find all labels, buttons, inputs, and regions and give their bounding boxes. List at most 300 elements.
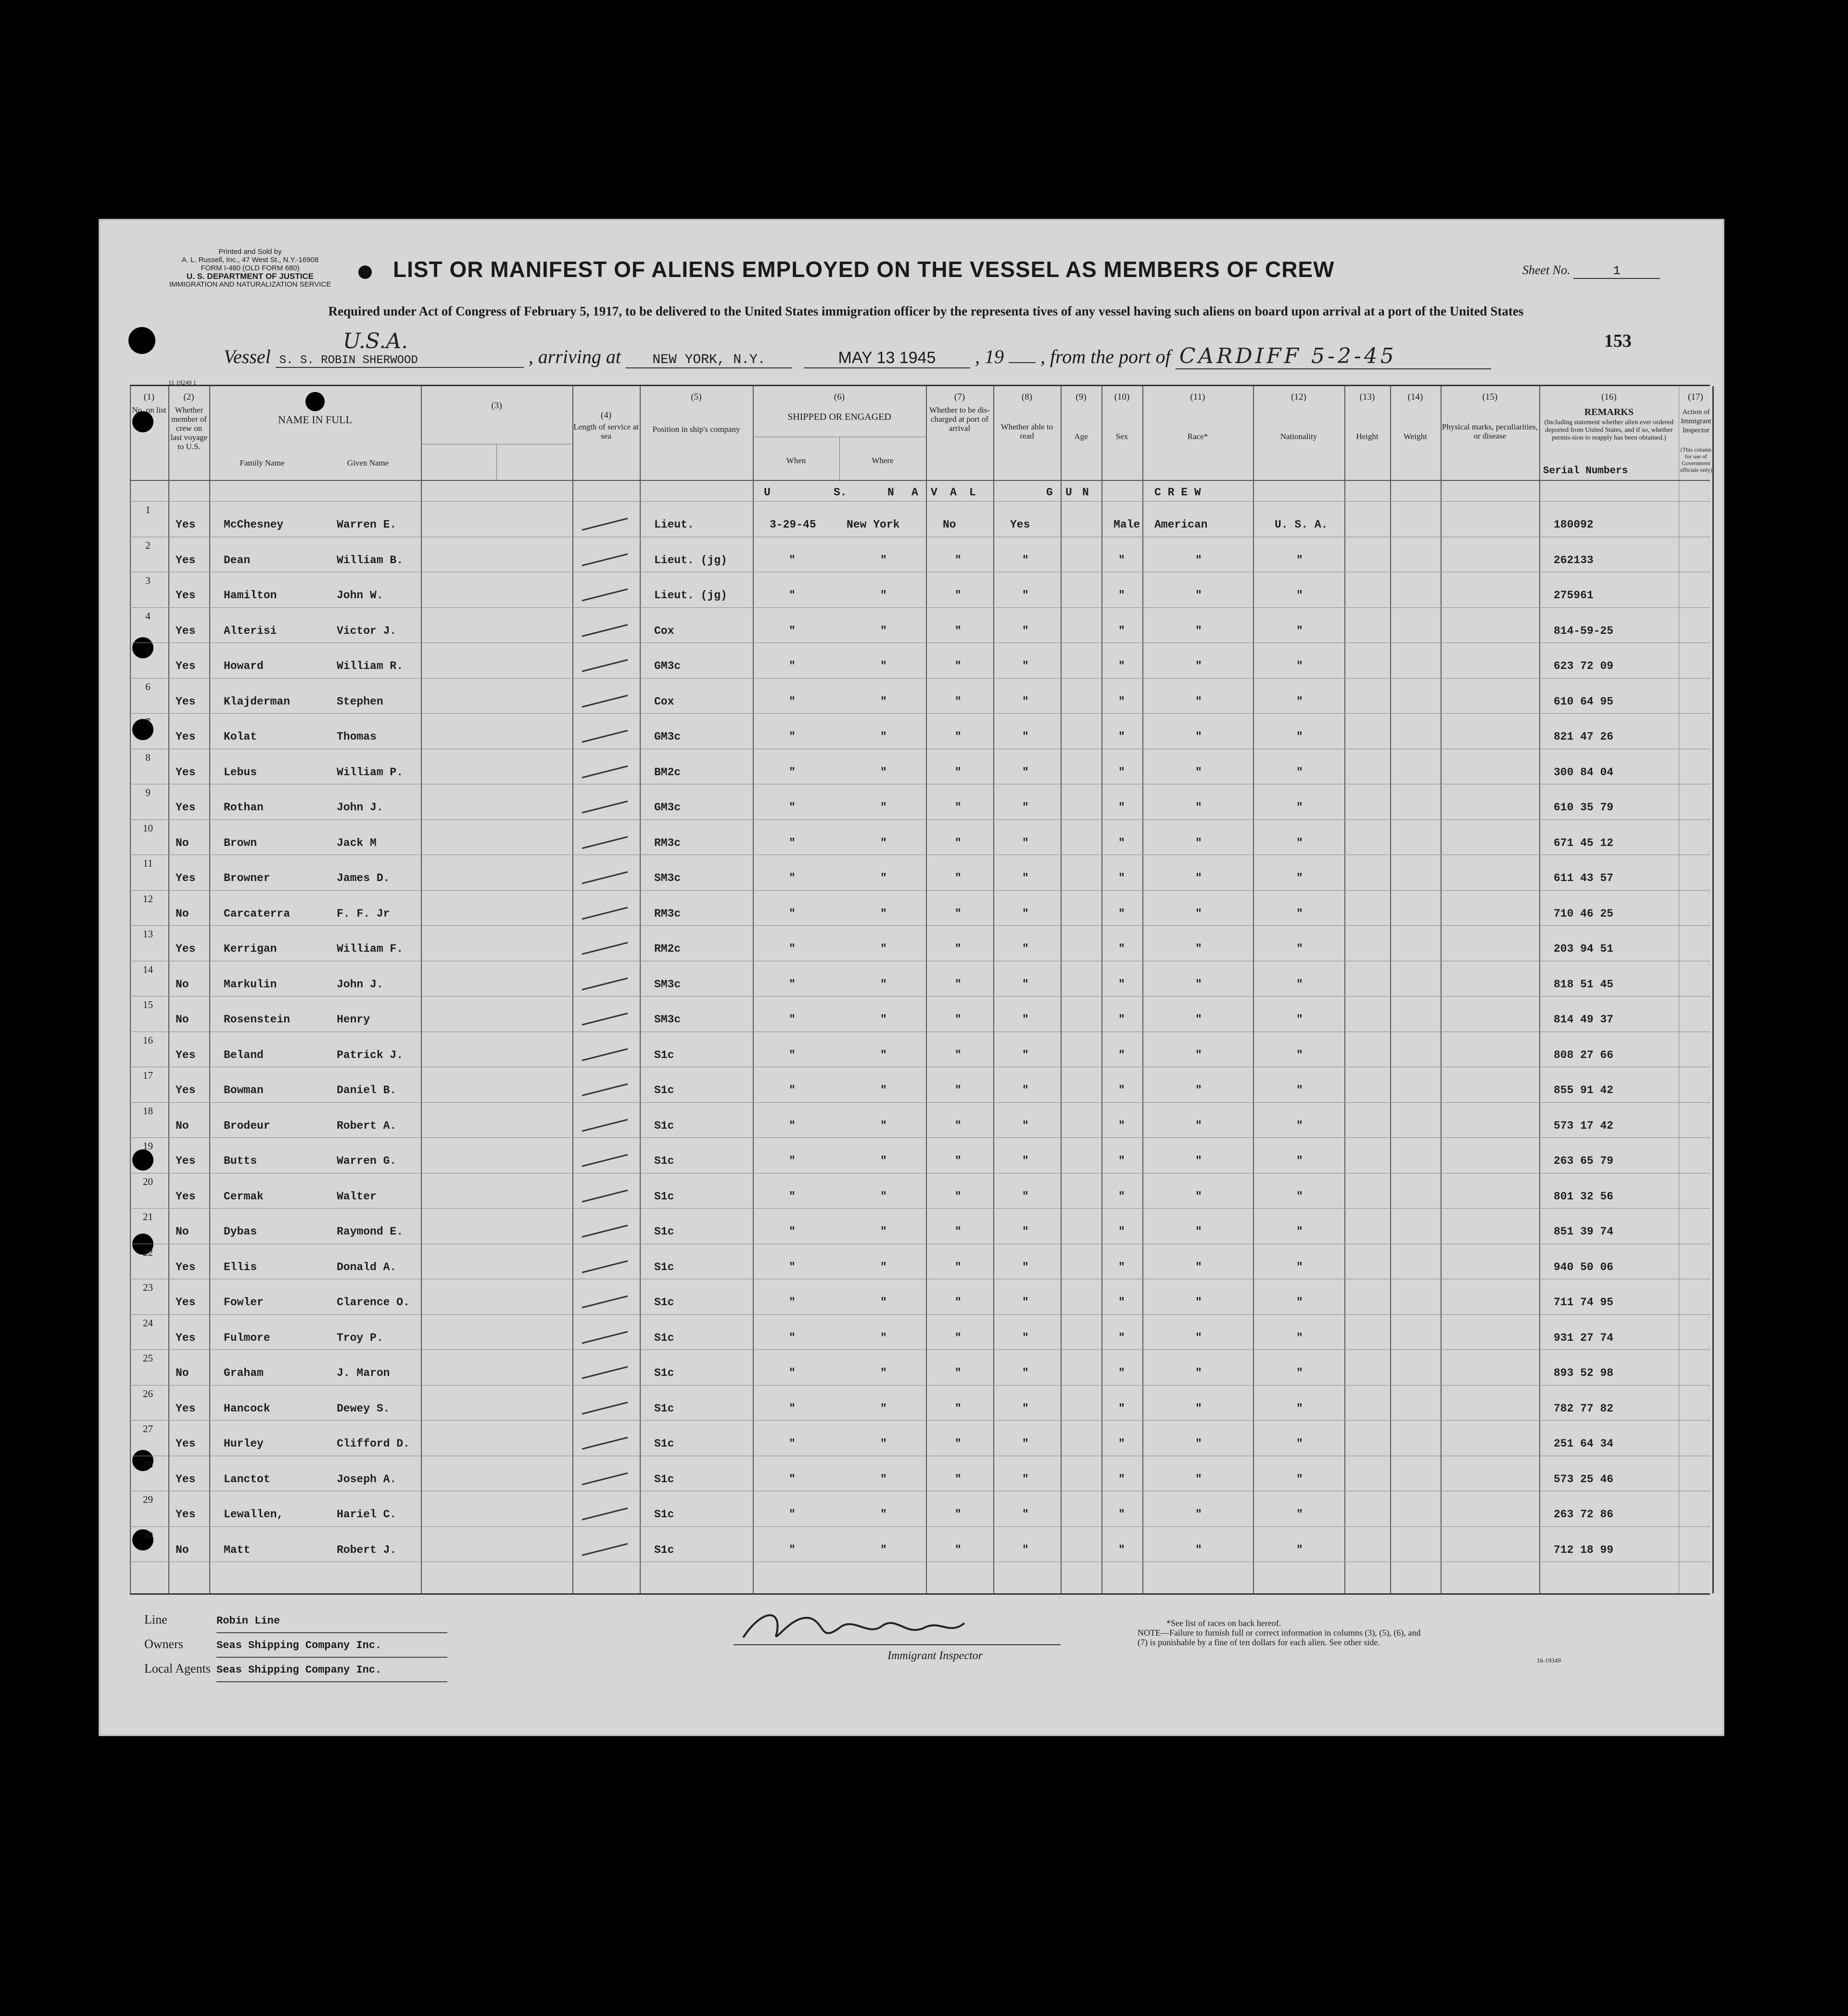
ditto-mark-discharged: " xyxy=(955,554,962,567)
family-name-cell: Brown xyxy=(224,836,257,849)
crew-manifest-table xyxy=(130,385,1710,1595)
ditto-mark-sex: " xyxy=(1118,589,1125,602)
ditto-mark-read: " xyxy=(1022,1190,1029,1203)
form-number: FORM I-480 (OLD FORM 680) xyxy=(201,264,300,272)
header-weight: Weight xyxy=(1404,432,1427,441)
previous-voyage-cell: Yes xyxy=(176,1048,196,1061)
pencil-tick-icon xyxy=(580,1363,633,1382)
ditto-mark-read: " xyxy=(1022,1225,1029,1238)
ditto-mark-sex: " xyxy=(1118,1508,1125,1521)
ditto-mark-when: " xyxy=(789,1402,796,1415)
ditto-mark-read: " xyxy=(1022,1367,1029,1379)
position-cell: SM3c xyxy=(654,1013,681,1026)
row-number: 9 xyxy=(145,787,151,798)
serial-number-cell: 610 64 95 xyxy=(1554,695,1614,708)
ditto-mark-race: " xyxy=(1195,1437,1202,1450)
serial-number-cell: 711 74 95 xyxy=(1554,1296,1614,1309)
family-name-cell: Butts xyxy=(224,1155,257,1167)
row-number: 3 xyxy=(145,575,151,586)
ditto-mark-race: " xyxy=(1195,1084,1202,1096)
ditto-mark-discharged: " xyxy=(955,589,962,602)
position-cell: GM3c xyxy=(654,801,681,814)
ditto-mark-where: " xyxy=(880,1402,887,1415)
inspector-signature xyxy=(724,1604,1070,1657)
ditto-mark-race: " xyxy=(1195,1402,1202,1415)
family-name-cell: Lewallen, xyxy=(224,1508,284,1521)
ditto-mark-when: " xyxy=(789,731,796,743)
row-number: 24 xyxy=(143,1317,153,1329)
header-length-of-service: Length of service at sea xyxy=(573,422,639,441)
ditto-mark-where: " xyxy=(880,589,887,602)
serial-number-cell: 263 72 86 xyxy=(1554,1508,1614,1521)
ditto-mark-where: " xyxy=(880,836,887,849)
row-number: 28 xyxy=(143,1458,153,1470)
ditto-mark-where: " xyxy=(880,872,887,884)
ditto-mark-discharged: " xyxy=(955,1225,962,1238)
family-name-cell: Browner xyxy=(224,872,270,884)
line-label: Line xyxy=(144,1613,167,1626)
ditto-mark-race: " xyxy=(1195,1296,1202,1309)
family-name-cell: Lebus xyxy=(224,766,257,779)
ditto-mark-when: " xyxy=(789,1367,796,1379)
previous-voyage-cell: Yes xyxy=(176,801,196,814)
ditto-mark-read: " xyxy=(1022,907,1029,920)
column-number: (7) xyxy=(954,392,965,402)
ditto-mark-sex: " xyxy=(1118,624,1125,637)
position-cell: S1c xyxy=(654,1437,674,1450)
ditto-mark-race: " xyxy=(1195,1331,1202,1344)
column-number: (13) xyxy=(1359,392,1375,402)
section-letter: U xyxy=(764,486,771,499)
position-cell: S1c xyxy=(654,1190,674,1203)
ditto-mark-when: " xyxy=(789,1437,796,1450)
ditto-mark-where: " xyxy=(880,1296,887,1309)
column-number: (3) xyxy=(491,401,502,411)
section-letter: G xyxy=(1046,486,1053,499)
previous-voyage-cell: Yes xyxy=(176,660,196,672)
ditto-mark-nationality: " xyxy=(1296,660,1303,672)
ditto-mark-discharged: " xyxy=(955,801,962,814)
position-cell: S1c xyxy=(654,1048,674,1061)
year-label: , 19 xyxy=(975,346,1004,367)
ditto-mark-when: " xyxy=(789,1013,796,1026)
previous-voyage-cell: No xyxy=(176,907,189,920)
row-number: 21 xyxy=(143,1211,153,1222)
document-title: LIST OR MANIFEST OF ALIENS EMPLOYED ON THE VESSEL AS MEMBERS OF CREW xyxy=(393,257,1335,282)
ditto-mark-when: " xyxy=(789,978,796,991)
row-number: 11 xyxy=(143,857,153,869)
ditto-mark-race: " xyxy=(1195,1543,1202,1556)
previous-voyage-cell: No xyxy=(176,1367,189,1379)
ditto-mark-sex: " xyxy=(1118,1543,1125,1556)
family-name-cell: Lanctot xyxy=(224,1473,270,1486)
ditto-mark-where: " xyxy=(880,1260,887,1273)
ditto-mark-race: " xyxy=(1195,660,1202,672)
serial-number-cell: 262133 xyxy=(1554,554,1594,567)
position-cell: S1c xyxy=(654,1331,674,1344)
section-letter: V xyxy=(931,486,937,499)
position-cell: S1c xyxy=(654,1155,674,1167)
header-given-name: Given Name xyxy=(347,458,389,467)
section-letter: S. xyxy=(834,486,847,499)
family-name-cell: Ellis xyxy=(224,1260,257,1273)
ditto-mark-sex: " xyxy=(1118,1084,1125,1096)
serial-number-cell: 851 39 74 xyxy=(1554,1225,1614,1238)
position-cell: S1c xyxy=(654,1543,674,1556)
serial-number-cell: 573 25 46 xyxy=(1554,1473,1614,1486)
ditto-mark-discharged: " xyxy=(955,1260,962,1273)
pencil-tick-icon xyxy=(580,1222,633,1241)
serial-number-cell: 203 94 51 xyxy=(1554,943,1614,955)
header-position: Position in ship's company xyxy=(652,425,740,434)
column-number: (9) xyxy=(1076,392,1087,402)
ditto-mark-where: " xyxy=(880,1508,887,1521)
position-cell: S1c xyxy=(654,1225,674,1238)
given-name-cell: Donald A. xyxy=(337,1260,397,1273)
family-name-cell: Carcaterra xyxy=(224,907,291,920)
shipped-where-cell: New York xyxy=(847,518,900,531)
ditto-mark-where: " xyxy=(880,1119,887,1132)
position-cell: RM3c xyxy=(654,836,681,849)
serial-number-cell: 300 84 04 xyxy=(1554,766,1614,779)
column-number: (15) xyxy=(1482,392,1498,402)
family-name-cell: Kolat xyxy=(224,731,257,743)
family-name-cell: Bowman xyxy=(224,1084,264,1096)
ditto-mark-sex: " xyxy=(1118,1225,1125,1238)
serial-number-cell: 855 91 42 xyxy=(1554,1084,1614,1096)
serial-number-cell: 814 49 37 xyxy=(1554,1013,1614,1026)
serial-number-cell: 814-59-25 xyxy=(1554,624,1614,637)
footer-shipping-info xyxy=(144,1609,447,1682)
position-cell: SM3c xyxy=(654,978,681,991)
given-name-cell: John W. xyxy=(337,589,383,602)
ditto-mark-when: " xyxy=(789,872,796,884)
arriving-label: , arriving at xyxy=(528,346,621,367)
serial-number-cell: 782 77 82 xyxy=(1554,1402,1614,1415)
ditto-mark-when: " xyxy=(789,943,796,955)
given-name-cell: Robert A. xyxy=(337,1119,397,1132)
ditto-mark-discharged: " xyxy=(955,1119,962,1132)
serial-number-cell: 180092 xyxy=(1554,518,1594,531)
ditto-mark-read: " xyxy=(1022,1508,1029,1521)
ditto-mark-discharged: " xyxy=(955,1543,962,1556)
pencil-tick-icon xyxy=(580,1504,633,1524)
row-number: 14 xyxy=(143,963,153,975)
header-when: When xyxy=(786,456,806,465)
ditto-mark-when: " xyxy=(789,1473,796,1486)
form-code-small: 11 19249 1 xyxy=(168,379,197,386)
family-name-cell: Klajderman xyxy=(224,695,291,708)
ditto-mark-nationality: " xyxy=(1296,1437,1303,1450)
family-name-cell: Graham xyxy=(224,1367,264,1379)
given-name-cell: William B. xyxy=(337,554,404,567)
ditto-mark-read: " xyxy=(1022,589,1029,602)
ditto-mark-nationality: " xyxy=(1296,978,1303,991)
header-family-name: Family Name xyxy=(240,458,285,467)
ditto-mark-race: " xyxy=(1195,1260,1202,1273)
given-name-cell: Hariel C. xyxy=(337,1508,397,1521)
ditto-mark-discharged: " xyxy=(955,1437,962,1450)
ditto-mark-nationality: " xyxy=(1296,1048,1303,1061)
family-name-cell: Rosenstein xyxy=(224,1013,291,1026)
row-number: 29 xyxy=(143,1494,153,1505)
position-cell: Lieut. (jg) xyxy=(654,554,727,567)
from-port-label: , from the port of xyxy=(1040,346,1171,367)
given-name-cell: Victor J. xyxy=(337,624,397,637)
ditto-mark-where: " xyxy=(880,1437,887,1450)
given-name-cell: Warren G. xyxy=(337,1155,397,1167)
position-cell: S1c xyxy=(654,1508,674,1521)
ditto-mark-discharged: " xyxy=(955,1508,962,1521)
column-number: (16) xyxy=(1601,392,1617,402)
ditto-mark-race: " xyxy=(1195,943,1202,955)
ditto-mark-nationality: " xyxy=(1296,589,1303,602)
serial-number-cell: 573 17 42 xyxy=(1554,1119,1614,1132)
ditto-mark-discharged: " xyxy=(955,1190,962,1203)
ditto-mark-nationality: " xyxy=(1296,731,1303,743)
ditto-mark-when: " xyxy=(789,1260,796,1273)
section-letter: A xyxy=(950,486,957,499)
header-sex: Sex xyxy=(1115,432,1128,441)
pencil-tick-icon xyxy=(580,1116,633,1135)
ditto-mark-nationality: " xyxy=(1296,1225,1303,1238)
pencil-tick-icon xyxy=(580,1080,633,1099)
pencil-tick-icon xyxy=(580,974,633,994)
section-letter: U xyxy=(1065,486,1072,499)
ditto-mark-race: " xyxy=(1195,978,1202,991)
ditto-mark-race: " xyxy=(1195,872,1202,884)
ditto-mark-sex: " xyxy=(1118,943,1125,955)
ditto-mark-where: " xyxy=(880,1225,887,1238)
ditto-mark-nationality: " xyxy=(1296,1296,1303,1309)
race-cell: American xyxy=(1154,518,1208,531)
position-cell: S1c xyxy=(654,1260,674,1273)
given-name-cell: Joseph A. xyxy=(337,1473,397,1486)
ditto-mark-race: " xyxy=(1195,1190,1202,1203)
pencil-tick-icon xyxy=(580,1009,633,1029)
ditto-mark-when: " xyxy=(789,1296,796,1309)
ditto-mark-where: " xyxy=(880,1013,887,1026)
position-cell: Cox xyxy=(654,624,674,637)
ditto-mark-where: " xyxy=(880,943,887,955)
position-cell: S1c xyxy=(654,1402,674,1415)
ditto-mark-nationality: " xyxy=(1296,1402,1303,1415)
serial-number-cell: 610 35 79 xyxy=(1554,801,1614,814)
ditto-mark-nationality: " xyxy=(1296,1084,1303,1096)
ditto-mark-sex: " xyxy=(1118,872,1125,884)
header-shipped-engaged: SHIPPED OR ENGAGED xyxy=(787,412,891,422)
row-number: 19 xyxy=(143,1140,153,1152)
pencil-tick-icon xyxy=(580,621,633,640)
ditto-mark-when: " xyxy=(789,1084,796,1096)
previous-voyage-cell: Yes xyxy=(176,554,196,567)
ditto-mark-discharged: " xyxy=(955,1084,962,1096)
sheet-number-value: 1 xyxy=(1573,264,1660,279)
ditto-mark-when: " xyxy=(789,1048,796,1061)
ditto-mark-nationality: " xyxy=(1296,1190,1303,1203)
section-letter: C R E W xyxy=(1154,486,1201,499)
previous-voyage-cell: Yes xyxy=(176,1155,196,1167)
position-cell: S1c xyxy=(654,1367,674,1379)
ditto-mark-read: " xyxy=(1022,731,1029,743)
title-bullet-icon xyxy=(358,265,372,279)
column-number: (10) xyxy=(1114,392,1130,402)
given-name-cell: James D. xyxy=(337,872,390,884)
ditto-mark-race: " xyxy=(1195,1225,1202,1238)
row-number: 26 xyxy=(143,1387,153,1399)
ditto-mark-race: " xyxy=(1195,1508,1202,1521)
printer-line: A. L. Russell, Inc., 47 West St., N.Y.-16908 xyxy=(181,256,319,264)
serial-number-cell: 275961 xyxy=(1554,589,1594,602)
position-cell: BM2c xyxy=(654,766,681,779)
ditto-mark-race: " xyxy=(1195,836,1202,849)
previous-voyage-cell: Yes xyxy=(176,1260,196,1273)
row-number: 25 xyxy=(143,1352,153,1364)
ditto-mark-discharged: " xyxy=(955,1155,962,1167)
column-number: (4) xyxy=(600,410,612,420)
serial-number-cell: 671 45 12 xyxy=(1554,836,1614,849)
ditto-mark-read: " xyxy=(1022,978,1029,991)
column-number: (17) xyxy=(1688,392,1703,402)
header-where: Where xyxy=(872,456,894,465)
ditto-mark-discharged: " xyxy=(955,1296,962,1309)
family-name-cell: Hancock xyxy=(224,1402,270,1415)
ditto-mark-read: " xyxy=(1022,943,1029,955)
pencil-tick-icon xyxy=(580,550,633,569)
ditto-mark-nationality: " xyxy=(1296,1508,1303,1521)
ditto-mark-where: " xyxy=(880,1084,887,1096)
ditto-mark-nationality: " xyxy=(1296,766,1303,779)
serial-number-cell: 931 27 74 xyxy=(1554,1331,1614,1344)
ditto-mark-where: " xyxy=(880,907,887,920)
ditto-mark-when: " xyxy=(789,660,796,672)
ditto-mark-read: " xyxy=(1022,836,1029,849)
position-cell: S1c xyxy=(654,1084,674,1096)
ditto-mark-race: " xyxy=(1195,766,1202,779)
ditto-mark-discharged: " xyxy=(955,943,962,955)
given-name-cell: Patrick J. xyxy=(337,1048,404,1061)
row-number: 2 xyxy=(145,539,151,551)
ditto-mark-nationality: " xyxy=(1296,1367,1303,1379)
row-number: 5 xyxy=(145,645,151,657)
ditto-mark-when: " xyxy=(789,695,796,708)
ditto-mark-read: " xyxy=(1022,1260,1029,1273)
position-cell: SM3c xyxy=(654,872,681,884)
pencil-tick-icon xyxy=(580,833,633,852)
ditto-mark-where: " xyxy=(880,660,887,672)
ditto-mark-nationality: " xyxy=(1296,695,1303,708)
ditto-mark-read: " xyxy=(1022,766,1029,779)
vessel-name-field xyxy=(276,329,524,368)
ditto-mark-discharged: " xyxy=(955,1013,962,1026)
ditto-mark-sex: " xyxy=(1118,1473,1125,1486)
pencil-tick-icon xyxy=(580,1292,633,1311)
ditto-mark-where: " xyxy=(880,766,887,779)
column-number: (2) xyxy=(183,392,194,402)
header-nationality: Nationality xyxy=(1280,432,1317,441)
ditto-mark-when: " xyxy=(789,836,796,849)
nationality-cell: U. S. A. xyxy=(1275,518,1328,531)
ditto-mark-sex: " xyxy=(1118,1260,1125,1273)
ditto-mark-when: " xyxy=(789,624,796,637)
previous-voyage-cell: Yes xyxy=(176,731,196,743)
owners-value: Seas Shipping Company Inc. xyxy=(216,1635,447,1658)
owners-label: Owners xyxy=(144,1637,183,1651)
given-name-cell: Raymond E. xyxy=(337,1225,404,1238)
header-able-to-read: Whether able to read xyxy=(1000,422,1053,441)
sheet-number xyxy=(1522,263,1660,279)
given-name-cell: Troy P. xyxy=(337,1331,383,1344)
ditto-mark-discharged: " xyxy=(955,1331,962,1344)
previous-voyage-cell: No xyxy=(176,1225,189,1238)
ditto-mark-race: " xyxy=(1195,1367,1202,1379)
ditto-mark-sex: " xyxy=(1118,836,1125,849)
previous-voyage-cell: Yes xyxy=(176,624,196,637)
departure-port-handwritten: CARDIFF 5-2-45 xyxy=(1176,344,1491,369)
agents-label: Local Agents xyxy=(144,1662,211,1676)
ditto-mark-sex: " xyxy=(1118,801,1125,814)
ditto-mark-when: " xyxy=(789,554,796,567)
ditto-mark-sex: " xyxy=(1118,766,1125,779)
ditto-mark-read: " xyxy=(1022,1437,1029,1450)
ditto-mark-read: " xyxy=(1022,660,1029,672)
serial-number-cell: 808 27 66 xyxy=(1554,1048,1614,1061)
shipped-when-cell: 3-29-45 xyxy=(770,518,816,531)
ditto-mark-discharged: " xyxy=(955,766,962,779)
family-name-cell: Alterisi xyxy=(224,624,277,637)
ditto-mark-read: " xyxy=(1022,554,1029,567)
column-number: (14) xyxy=(1407,392,1423,402)
ditto-mark-sex: " xyxy=(1118,660,1125,672)
row-number: 18 xyxy=(143,1105,153,1117)
ditto-mark-race: " xyxy=(1195,1473,1202,1486)
legal-requirement-text: Required under Act of Congress of February 5, 1917, to be delivered to the United States immigration officer by the representa tives of any vessel having such aliens on board upon arrival at a port of the United States xyxy=(328,304,1524,318)
inspector-label: Immigrant Inspector xyxy=(887,1650,983,1662)
given-name-cell: Clifford D. xyxy=(337,1437,410,1450)
ditto-mark-read: " xyxy=(1022,1119,1029,1132)
ditto-mark-race: " xyxy=(1195,1155,1202,1167)
position-cell: S1c xyxy=(654,1119,674,1132)
previous-voyage-cell: Yes xyxy=(176,1473,196,1486)
ditto-mark-where: " xyxy=(880,1155,887,1167)
ditto-mark-nationality: " xyxy=(1296,1543,1303,1556)
position-cell: Lieut. (jg) xyxy=(654,589,727,602)
ditto-mark-discharged: " xyxy=(955,1367,962,1379)
row-number: 12 xyxy=(143,893,153,905)
column-number: (6) xyxy=(834,392,845,402)
page-stamp-number: 153 xyxy=(1604,331,1632,351)
serial-number-cell: 623 72 09 xyxy=(1554,660,1614,672)
pencil-tick-icon xyxy=(580,1186,633,1206)
given-name-cell: Thomas xyxy=(337,731,377,743)
ditto-mark-nationality: " xyxy=(1296,907,1303,920)
ditto-mark-discharged: " xyxy=(955,907,962,920)
ditto-mark-when: " xyxy=(789,1543,796,1556)
ditto-mark-read: " xyxy=(1022,1296,1029,1309)
ditto-mark-sex: " xyxy=(1118,1190,1125,1203)
previous-voyage-cell: Yes xyxy=(176,1508,196,1521)
ditto-mark-sex: " xyxy=(1118,1155,1125,1167)
pencil-tick-icon xyxy=(580,1540,633,1559)
given-name-cell: Henry xyxy=(337,1013,370,1026)
ditto-mark-sex: " xyxy=(1118,1437,1125,1450)
printer-line: Printed and Sold by xyxy=(218,248,282,256)
serial-number-cell: 712 18 99 xyxy=(1554,1543,1614,1556)
ditto-mark-where: " xyxy=(880,1048,887,1061)
ditto-mark-where: " xyxy=(880,1190,887,1203)
section-letter: A xyxy=(911,486,918,499)
previous-voyage-cell: Yes xyxy=(176,1296,196,1309)
